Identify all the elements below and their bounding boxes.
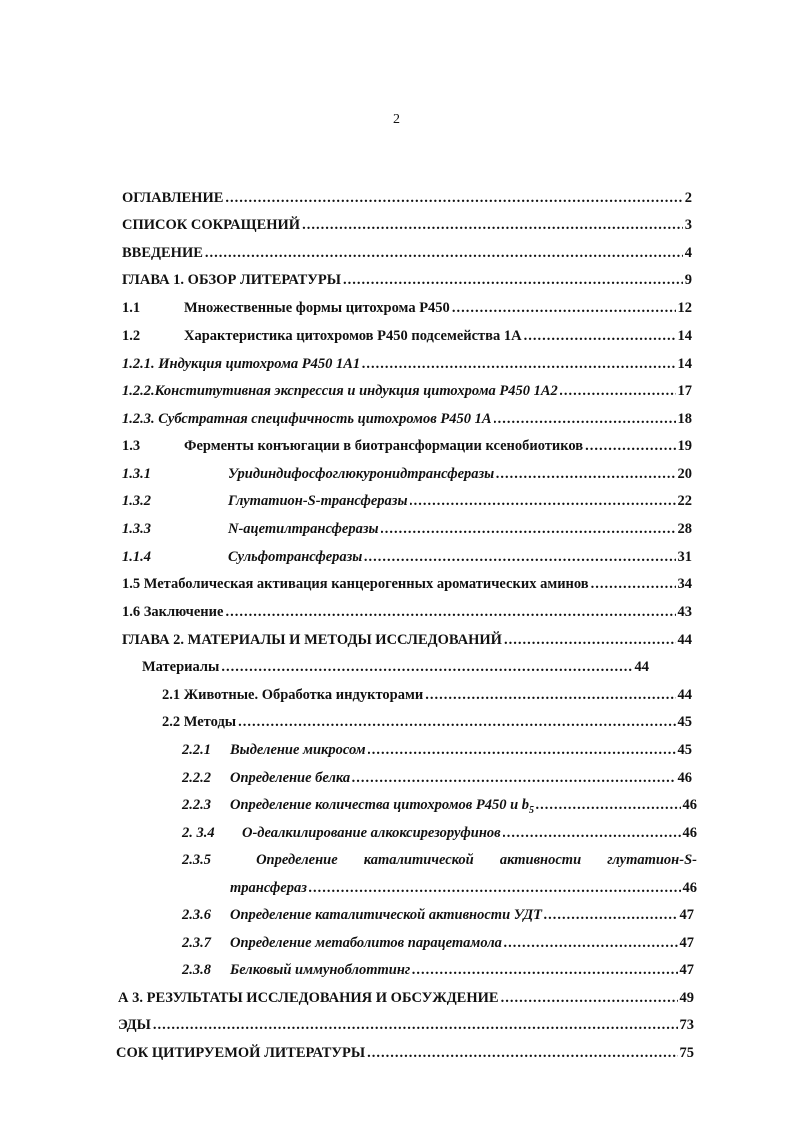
toc-entry-1-6[interactable] (122, 603, 692, 621)
toc-entry-page: 43 (677, 604, 692, 620)
toc-entry-number: 1.3.2 (122, 493, 151, 509)
toc-entry-title: Глутатион-S-трансферазы (228, 493, 408, 509)
toc-entry-title: 2.1 Животные. Обработка индукторами (162, 687, 424, 703)
dot-leader (524, 327, 676, 345)
toc-entry-page: 75 (679, 1045, 694, 1061)
toc-entry-page: 44 (677, 632, 692, 648)
toc-entry-title: СОК ЦИТИРУЕМОЙ ЛИТЕРАТУРЫ (116, 1045, 366, 1061)
toc-entry-2-3-5[interactable] (182, 851, 697, 869)
toc-entry-title: Множественные формы цитохрома Р450 (184, 300, 450, 316)
toc-entry-page: 46 (682, 797, 697, 813)
dot-leader (153, 1016, 678, 1034)
toc-entry-number: 1.1 (122, 300, 141, 316)
toc-entry-title: О-деалкилирование алкоксирезоруфинов (242, 825, 501, 841)
dot-leader (238, 713, 675, 731)
toc-entry-1-2-2[interactable] (122, 382, 692, 400)
toc-entry-conclusions[interactable] (118, 1016, 694, 1034)
toc-entry-title: ВВЕДЕНИЕ (122, 245, 203, 261)
toc-entry-title: 1.2.1. Индукция цитохрома Р450 1А1 (122, 356, 361, 372)
toc-entry-1-1-4[interactable] (122, 548, 692, 566)
toc-entry-page: 12 (677, 300, 692, 316)
dot-leader (425, 686, 675, 704)
toc-entry-abbreviations[interactable] (122, 216, 692, 234)
dot-leader (225, 603, 675, 621)
page-number: 2 (393, 112, 400, 127)
toc-entry-word: Определение (256, 852, 338, 868)
toc-entry-2-3-8[interactable] (182, 961, 694, 979)
toc-entry-title: Уридиндифосфоглюкуронидтрансферазы (228, 466, 495, 482)
toc-entry-number: 2.2.2 (182, 770, 211, 786)
toc-entry-number: 2.3.8 (182, 962, 211, 978)
toc-entry-page: 34 (677, 576, 692, 592)
toc-entry-page: 18 (677, 411, 692, 427)
toc-entry-title: Ферменты конъюгации в биотрансформации ксенобиотиков (184, 438, 584, 454)
toc-entry-title: Определение белка (230, 770, 351, 786)
toc-entry-2-2-1[interactable] (182, 741, 692, 759)
toc-entry-page: 31 (677, 549, 692, 565)
toc-entry-number: 1.3 (122, 438, 141, 454)
toc-entry-page: 45 (677, 742, 692, 758)
toc-entry-page: 20 (677, 466, 692, 482)
toc-entry-2-3-7[interactable] (182, 934, 694, 952)
dot-leader (452, 299, 676, 317)
toc-entry-title: ОГЛАВЛЕНИЕ (122, 190, 224, 206)
dot-leader (362, 355, 675, 373)
toc-entry-page: 19 (677, 438, 692, 454)
dot-leader (494, 410, 676, 428)
toc-entry-page: 28 (677, 521, 692, 537)
toc-entry-title: Определение метаболитов парацетамола (230, 935, 502, 951)
dot-leader (225, 189, 682, 207)
toc-entry-title: 2.2 Методы (162, 714, 237, 730)
dot-leader (368, 741, 676, 759)
dot-leader (309, 879, 681, 897)
toc-entry-title: 1.2.3. Субстратная специфичность цитохромов Р450 1А (122, 411, 492, 427)
toc-entry-number: 1.2 (122, 328, 141, 344)
toc-entry-number: 2. 3.4 (182, 825, 215, 841)
toc-entry-title: А 3. РЕЗУЛЬТАТЫ ИССЛЕДОВАНИЯ И ОБСУЖДЕНИЕ (118, 990, 499, 1006)
toc-entry-chapter-1[interactable] (122, 271, 692, 289)
toc-entry-2-1[interactable] (162, 686, 692, 704)
toc-entry-2-2-2[interactable] (182, 769, 692, 787)
toc-entry-number: 2.3.5 (182, 852, 211, 868)
toc-entry-page: 17 (677, 383, 692, 399)
dot-leader (504, 631, 676, 649)
toc-entry-number: 2.2.1 (182, 742, 211, 758)
toc-entry-2-3-4[interactable] (182, 824, 697, 842)
toc-entry-word: каталитической (363, 852, 474, 868)
dot-leader (591, 575, 676, 593)
dot-leader (585, 437, 675, 455)
toc-entry-title: 1.2.2.Конститутивная экспрессия и индукция цитохрома Р450 1А2 (122, 383, 558, 399)
toc-entry-page: 2 (684, 190, 692, 206)
toc-entry-page: 4 (684, 245, 692, 261)
dot-leader (205, 244, 683, 262)
toc-entry-2-3-5-continuation[interactable] (230, 879, 697, 897)
toc-entry-title: Характеристика цитохромов Р450 подсемейства 1А (184, 328, 522, 344)
toc-entry-number: 2.3.7 (182, 935, 211, 951)
toc-entry-page: 45 (677, 714, 692, 730)
toc-entry-title: Выделение микросом (230, 742, 366, 758)
dot-leader (544, 906, 677, 924)
toc-entry-title: 1.6 Заключение (122, 604, 224, 620)
toc-entry-page: 47 (679, 907, 694, 923)
toc-entry-number: 1.3.1 (122, 466, 151, 482)
toc-entry-2-3-6[interactable] (182, 906, 694, 924)
dot-leader (560, 382, 676, 400)
toc-entry-2-2[interactable] (162, 713, 692, 731)
toc-entry-title: СПИСОК СОКРАЩЕНИЙ (122, 217, 301, 233)
dot-leader (302, 216, 683, 234)
dot-leader (352, 769, 675, 787)
toc-entry-page: 3 (684, 217, 692, 233)
toc-entry-title: Белковый иммуноблоттинг (230, 962, 411, 978)
toc-entry-1-3-2[interactable] (122, 492, 692, 510)
dot-leader (503, 824, 681, 842)
toc-entry-chapter-2[interactable] (122, 631, 692, 649)
toc-entry-page: 44 (634, 659, 649, 675)
toc-entry-1-2[interactable] (122, 327, 692, 345)
dot-leader (504, 934, 678, 952)
toc-entry-title: 1.5 Метаболическая активация канцерогенных ароматических аминов (122, 576, 589, 592)
toc-entry-1-3-3[interactable] (122, 520, 692, 538)
toc-entry-number: 1.1.4 (122, 549, 151, 565)
toc-entry-page: 14 (677, 356, 692, 372)
dot-leader (343, 271, 683, 289)
toc-entry-1-2-3[interactable] (122, 410, 692, 428)
toc-entry-page: 47 (679, 935, 694, 951)
toc-entry-title: трансфераз (230, 880, 307, 896)
toc-entry-number: 2.3.6 (182, 907, 211, 923)
toc-entry-title: ГЛАВА 1. ОБЗОР ЛИТЕРАТУРЫ (122, 272, 341, 288)
toc-entry-title-text: Определение количества цитохромов Р450 и b (230, 797, 530, 813)
toc-entry-number: 2.2.3 (182, 797, 211, 813)
toc-entry-page: 46 (677, 770, 692, 786)
dot-leader (381, 520, 676, 538)
toc-entry-word: глутатион-S- (607, 852, 697, 868)
toc-entry-page: 9 (684, 272, 692, 288)
toc-entry-page: 46 (682, 825, 697, 841)
toc-entry-2-2-3[interactable] (182, 796, 697, 820)
toc-entry-title: Материалы (142, 659, 220, 675)
toc-entry-title: Определение каталитической активности УДТ (230, 907, 543, 923)
toc-entry-1-5[interactable] (122, 575, 692, 593)
dot-leader (501, 989, 678, 1007)
toc-entry-title: ГЛАВА 2. МАТЕРИАЛЫ И МЕТОДЫ ИССЛЕДОВАНИЙ (122, 632, 502, 648)
toc-entry-number: 1.3.3 (122, 521, 151, 537)
dot-leader (367, 1044, 677, 1062)
toc-entry-page: 47 (679, 962, 694, 978)
toc-entry-chapter-3[interactable] (118, 989, 694, 1007)
dot-leader (412, 961, 677, 979)
toc-entry-1-3[interactable] (122, 437, 692, 455)
toc-entry-title (230, 796, 534, 820)
toc-entry-page: 22 (677, 493, 692, 509)
toc-entry-contents[interactable] (122, 189, 692, 207)
toc-entry-page: 44 (677, 687, 692, 703)
dot-leader (364, 548, 675, 566)
toc-entry-page: 46 (682, 880, 697, 896)
dot-leader (536, 796, 680, 814)
toc-entry-1-2-1[interactable] (122, 355, 692, 373)
toc-entry-materials[interactable] (142, 658, 649, 676)
toc-entry-1-3-1[interactable] (122, 465, 692, 483)
dot-leader (496, 465, 675, 483)
toc-entry-page: 73 (679, 1017, 694, 1033)
dot-leader (410, 492, 676, 510)
toc-entry-page: 49 (679, 990, 694, 1006)
toc-entry-introduction[interactable] (122, 244, 692, 262)
toc-entry-references[interactable] (116, 1044, 694, 1062)
toc-entry-title: N-ацетилтрансферазы (228, 521, 379, 537)
toc-entry-title: ЭДЫ (118, 1017, 151, 1033)
toc-entry-page: 14 (677, 328, 692, 344)
subscript: 5 (529, 804, 535, 816)
toc-entry-word: активности (499, 852, 582, 868)
dot-leader (221, 658, 632, 676)
toc-entry-title: Сульфотрансферазы (228, 549, 363, 565)
toc-entry-1-1[interactable] (122, 299, 692, 317)
